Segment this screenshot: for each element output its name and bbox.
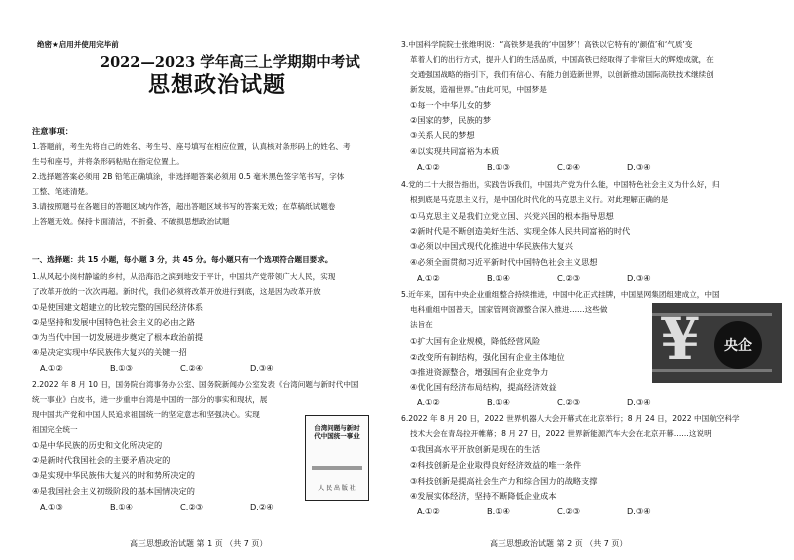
q5-item: ①扩大国有企业规模，降低经营风险	[410, 336, 541, 346]
option-a: A.①②	[417, 397, 440, 407]
option-d: D.③④	[250, 363, 274, 373]
central-soe-photo	[652, 303, 782, 383]
q3-item: ④以实现共同富裕为本质	[410, 146, 500, 156]
option-b: B.①④	[487, 397, 510, 407]
q5-options	[417, 397, 697, 407]
q3-stem: 交通强国战略的指引下，我们有信心、有能力创造新世界，以创新推动国际高铁技术继续创	[410, 70, 714, 79]
option-c: C.②④	[180, 363, 203, 373]
q3-stem: 新发展，造福世界。”由此可见，中国梦是	[410, 85, 547, 94]
option-c: C.②③	[557, 273, 580, 283]
note-line: 2.选择题答案必须用 2B 铅笔正确填涂，非选择题答案必须用 0.5 毫米黑色签字笔书写，字体	[32, 172, 345, 181]
q4-item: ④必须全面贯彻习近平新时代中国特色社会主义思想	[410, 257, 598, 267]
q1-item: ④是决定实现中华民族伟大复兴的关键一招	[32, 347, 187, 357]
q5-item: ③推进资源整合，增强国有企业竞争力	[410, 367, 549, 377]
option-a: A.①②	[417, 506, 440, 516]
q2-item: ③是实现中华民族伟大复兴的时和势所决定的	[32, 470, 195, 480]
footer-left: 高三思想政治试题 第 1 页 （共 7 页）	[130, 539, 268, 548]
q4-item: ①马克思主义是我们立党立国、兴党兴国的根本指导思想	[410, 211, 614, 221]
q6-item: ②科技创新是企业取得良好经济效益的唯一条件	[410, 460, 582, 470]
note-line: 1.答题前，考生先将自己的姓名、考生号、座号填写在相应位置，认真核对条形码上的姓名、考	[32, 142, 351, 151]
option-a: A.①②	[417, 273, 440, 283]
subject-title: 思想政治试题	[148, 72, 287, 98]
option-d: D.③④	[627, 162, 651, 172]
option-d: D.③④	[627, 273, 651, 283]
note-line: 3.请按照题号在各题目的答题区域内作答，超出答题区域书写的答案无效；在草稿纸试题卷	[32, 202, 336, 211]
q6-item: ①我国高水平开放创新是现在的生活	[410, 444, 541, 454]
q2-stem: 统一事业》白皮书，进一步重申台湾是中国的一部分的事实和现状，展	[32, 395, 268, 404]
option-b: B.①③	[110, 363, 133, 373]
q3-item: ③关系人民的梦想	[410, 130, 475, 140]
q4-stem: 4.党的二十大报告指出，实践告诉我们，中国共产党为什么能，中国特色社会主义为什么好，归	[401, 180, 720, 189]
q5-item: ②改变所有制结构，强化国有企业主体地位	[410, 352, 565, 362]
page-right	[397, 0, 794, 560]
q4-stem: 根到底是马克思主义行，是中国化时代化的马克思主义行。对此理解正确的是	[410, 195, 669, 204]
q6-item: ③科技创新是提高社会生产力和综合国力的战略支撑	[410, 476, 598, 486]
q2-stem: 现中国共产党和中国人民追求祖国统一的坚定意志和坚强决心。实现	[32, 410, 260, 419]
section1-heading: 一、选择题：共 15 小题，每小题 3 分，共 45 分。每小题只有一个选项符合题目要求。	[32, 255, 333, 264]
q6-stem: 技术大会在青岛拉开帷幕；8 月 27 日，2022 世界新能源汽车大会在北京开幕……这说明	[410, 429, 712, 438]
q3-item: ①每一个中华儿女的梦	[410, 100, 492, 110]
option-b: B.①④	[487, 273, 510, 283]
q6-item: ④发展实体经济，坚持不断降低企业成本	[410, 491, 557, 501]
q3-item: ②国家的梦，民族的梦	[410, 115, 492, 125]
q4-options	[417, 273, 697, 283]
note-line: 生号和座号，并将条形码粘贴在指定位置上。	[32, 157, 184, 166]
q5-stem: 5.近年来，国有中央企业重组整合持续推进，中国中化正式挂牌，中国星网集团组建成立，中国	[401, 290, 720, 299]
q2-stem: 祖国完全统一	[32, 425, 78, 434]
q1-options	[40, 363, 320, 373]
yen-icon: ¥	[660, 305, 701, 373]
q1-item: ①是使国建文超建立的比较完整的国民经济体系	[32, 302, 204, 312]
option-d: D.③④	[627, 506, 651, 516]
option-c: C.②③	[180, 502, 203, 512]
q3-stem: 3.中国科学院院士张维明说：“高铁梦是我的‘中国梦’！高铁以它特有的‘颜值’和‘气质’变	[401, 40, 693, 49]
option-a: A.①②	[40, 363, 63, 373]
whitepaper-cover-image	[305, 415, 369, 501]
q1-item: ③为当代中国一切发展进步奠定了根本政治前提	[32, 332, 204, 342]
q2-item: ④是我国社会主义初级阶段的基本国情决定的	[32, 486, 195, 496]
q2-stem: 2.2022 年 8 月 10 日，国务院台湾事务办公室、国务院新闻办公室发表《台湾问题与新时代中国	[32, 380, 359, 389]
q1-item: ②是坚持和发展中国特色社会主义的必由之路	[32, 317, 195, 327]
footer-right: 高三思想政治试题 第 2 页 （共 7 页）	[490, 539, 628, 548]
option-d: D.③④	[627, 397, 651, 407]
q4-item: ③必须以中国式现代化推进中华民族伟大复兴	[410, 241, 573, 251]
q5-stem: 电科重组中国普天，国家管网资源整合深入推进……这些做	[410, 305, 608, 314]
option-b: B.①③	[487, 162, 510, 172]
note-line: 上答题无效。保持卡面清洁，不折叠、不破损思想政治试题	[32, 217, 230, 226]
book-title: 台湾问题与新时代中国统一事业	[314, 424, 360, 440]
book-publisher: 人 民 出 版 社	[318, 485, 356, 492]
option-c: C.②④	[557, 162, 580, 172]
q4-item: ②新时代是不断创造美好生活、实现全体人民共同富裕的时代	[410, 226, 631, 236]
note-line: 工整、笔迹清楚。	[32, 187, 93, 196]
q5-stem: 法旨在	[410, 320, 433, 329]
q6-stem: 6.2022 年 8 月 20 日，2022 世界机器人大会开幕式在北京举行；8 月 24 日，2022 中国航空科学	[401, 414, 740, 423]
q3-options	[417, 162, 697, 172]
option-c: C.②③	[557, 506, 580, 516]
q3-stem: 革着人们的出行方式，提升人们的生活品质，中国高铁已经取得了非常巨大的辉煌成就，在	[410, 55, 714, 64]
secret-label: 绝密★启用并使用完毕前	[37, 40, 119, 49]
notes-heading: 注意事项：	[32, 126, 73, 136]
q6-options	[417, 506, 697, 516]
photo-caption: 央企	[714, 321, 762, 369]
option-c: C.②③	[557, 397, 580, 407]
option-b: B.①④	[487, 506, 510, 516]
exam-title: 2022—2023 学年高三上学期期中考试	[100, 54, 360, 71]
q2-item: ②是新时代我国社会的主要矛盾决定的	[32, 455, 171, 465]
option-b: B.①④	[110, 502, 133, 512]
q1-stem: 1.从风起小岗村静谧的乡村，从沿海沿之滨到地安于平计，中国共产党带领广大人民，实现	[32, 272, 336, 281]
option-a: A.①②	[417, 162, 440, 172]
option-a: A.①③	[40, 502, 63, 512]
book-divider	[312, 466, 362, 470]
option-d: D.②④	[250, 502, 274, 512]
q2-options	[40, 502, 320, 512]
q5-item: ④优化国有经济布局结构，提高经济效益	[410, 382, 557, 392]
q1-stem: 了改革开放的一次次再超。新时代，我们必须将改革开放进行到底，这是因为改革开放	[32, 287, 321, 296]
q2-item: ①是中华民族的历史和文化所决定的	[32, 440, 163, 450]
